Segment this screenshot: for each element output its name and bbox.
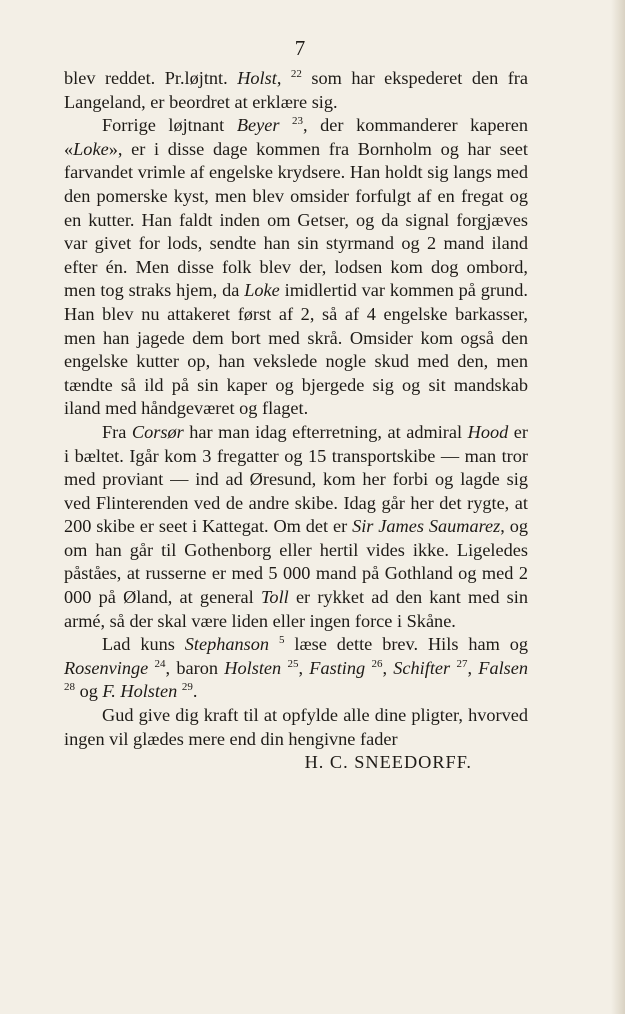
text-run: imidlertid var kommen på grund. Han blev nu attakeret først af 2, så af 4 engelske barkasser, men han jagede dem bort med skrå. Omsider kom også den engelske kutter op, han vekslede nogle skud med den, men tændte så ild på sin kaper og bjergede sig og sit mandskab iland med håndgeværet og flaget. (64, 280, 529, 419)
italic-name: Rosenvinge (64, 657, 149, 678)
signature: H. C. SNEEDORFF. (304, 752, 472, 773)
text-run: , (276, 68, 291, 88)
footnote-marker: 27 (456, 657, 468, 670)
footnote-marker: 5 (278, 634, 285, 647)
letter-body (64, 67, 528, 775)
text-run: som har ekspederet den fra Langeland, er beordret at erklære sig. (64, 68, 528, 112)
text-run: , (467, 657, 479, 678)
text-run: . (192, 681, 198, 702)
italic-name: Loke (244, 280, 280, 301)
text-run: læse dette brev. Hils ham og (284, 634, 528, 655)
text-run: , og om han går til Gothenborg eller hertil vides ikke. Ligeledes påståes, at russerne er med 5 000 mand på Gothland og med 2 000 på Øland, at general (64, 516, 529, 608)
page-edge (611, 0, 625, 1014)
text-run: har man idag efterretning, at admiral (183, 421, 468, 442)
text-run: er i bæltet. Igår kom 3 fregatter og 15 transportskibe — man tror med proviant — ind ad Øresund, kom her forbi og lagde sig ved Flinterenden ved de andre skibe. Idag går her det rygte, at 200 skibe er seet i Kattegat. Om det er (64, 421, 528, 537)
paragraph (64, 421, 528, 633)
italic-name: F. Holsten (102, 681, 178, 702)
footnote-marker: 25 (287, 657, 299, 670)
text-run: , baron (165, 657, 225, 678)
text-run: Fra (102, 421, 132, 442)
text-run: blev reddet. Pr.løjtnt. (64, 68, 238, 88)
italic-name: Stephanson (184, 634, 270, 655)
italic-name: Corsør (131, 421, 184, 442)
paragraph (64, 114, 528, 421)
italic-name: Fasting (309, 657, 366, 678)
italic-name: Falsen (478, 657, 529, 678)
italic-name: Schifter (393, 657, 451, 678)
text-run: Gud give dig kraft til at opfylde alle dine pligter, hvorved ingen vil glædes mere end din hengivne fader (64, 705, 528, 749)
footnote-marker: 29 (181, 681, 193, 694)
text-run (269, 634, 279, 654)
text-run (279, 115, 292, 135)
footnote-marker: 23 (292, 115, 304, 128)
italic-name: Beyer (236, 115, 280, 136)
footnote-marker: 24 (154, 657, 166, 670)
italic-name: Hood (467, 421, 509, 442)
page-number: 7 (294, 36, 306, 60)
paragraph (64, 704, 528, 751)
text-run: , der kommanderer kaperen « (64, 115, 529, 159)
italic-name: Sir James Saumarez (352, 516, 501, 537)
text-run: , (382, 657, 394, 678)
paragraph (64, 633, 528, 704)
italic-name: Holsten (224, 657, 282, 678)
text-run: Lad kuns (102, 634, 185, 655)
text-run: », er i disse dage kommen fra Bornholm og har seet farvandet vrimle af engelske krydsere. Han holdt sig langs med den pomerske kyst, men blev omsider forfulgt af en fregat og en kutter. Han faldt inden om Getser, og da signal forgjæves var givet for lods, sendte han sin styrmand og 2 mand iland efter én. Men disse folk blev der, lodsen kom dog ombord, men tog straks hjem, da (64, 138, 528, 301)
footnote-marker: 26 (371, 657, 383, 670)
text-run: og (75, 681, 103, 702)
text-run: , (298, 657, 310, 678)
footnote-marker: 22 (290, 68, 302, 80)
paragraph (64, 67, 528, 114)
text-run: Forrige løjtnant (102, 115, 237, 136)
italic-name: Loke (73, 138, 109, 159)
footnote-marker: 28 (64, 681, 75, 694)
italic-name: Holst (237, 68, 277, 88)
text-run: er rykket ad den kant med sin armé, så der skal være liden eller ingen force i Skåne. (64, 587, 528, 631)
italic-name: Toll (260, 587, 289, 608)
